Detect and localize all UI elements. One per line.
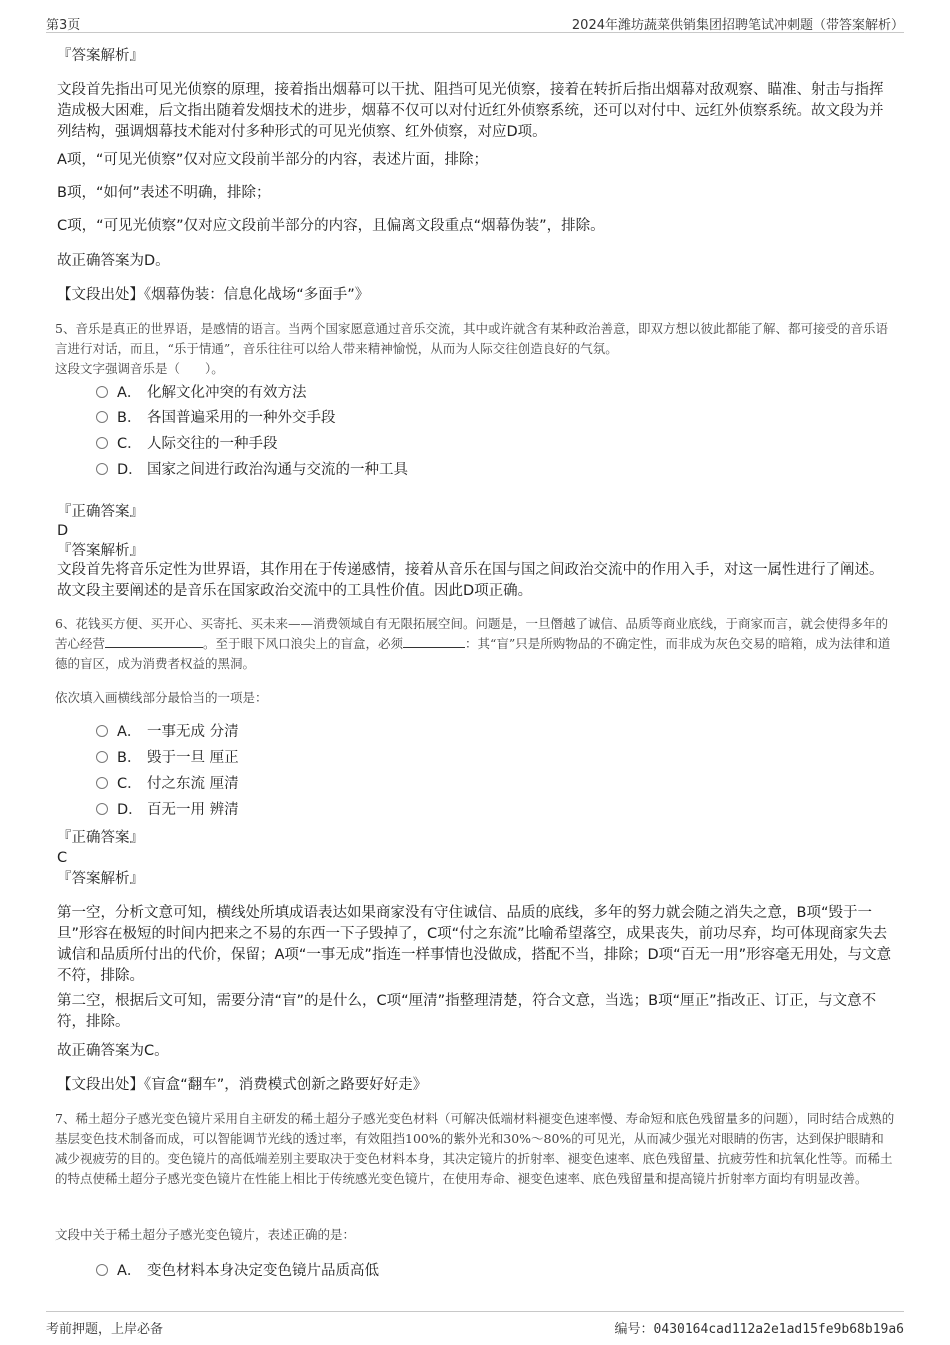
option-text: 人际交往的一种手段 — [147, 436, 278, 452]
option-letter: D． — [117, 802, 143, 818]
option-text: 化解文化冲突的有效方法 — [147, 385, 307, 401]
q6-analysis-label: 『答案解析』 — [57, 871, 144, 887]
option-letter: A． — [117, 385, 142, 401]
radio-button-icon[interactable] — [96, 725, 108, 737]
q6-option-c[interactable] — [96, 774, 239, 794]
q6-option-d[interactable] — [96, 800, 239, 820]
q6-correct-label: 『正确答案』 — [57, 830, 144, 846]
q4-analysis-option-a: A项，“可见光侦察”仅对应文段前半部分的内容，表述片面，排除； — [57, 152, 488, 168]
fill-blank-2 — [403, 635, 465, 648]
radio-button-icon[interactable] — [96, 1264, 108, 1276]
radio-button-icon[interactable] — [96, 411, 108, 423]
option-text: 付之东流 厘清 — [147, 776, 239, 792]
document-code: 编号：0430164cad112a2e1ad15fe9b68b19a6 — [614, 1322, 904, 1337]
radio-button-icon[interactable] — [96, 803, 108, 815]
page-number: 第3页 — [46, 18, 81, 33]
q5-option-a[interactable] — [96, 383, 307, 403]
q6-option-a[interactable] — [96, 722, 239, 742]
radio-button-icon[interactable] — [96, 777, 108, 789]
q6-stem: 6、花钱买方便、买开心、买寄托、买未来——消费领域自有无限拓展空间。问题是，一旦僭越了诚信、品质等商业底线，于商家而言，就会使得多年的苦心经营 。至于眼下风口浪尖上的盲盒，必须 ：其“盲”只是所购物品的不确定性，而非成为灰色交易的暗箱，成为法律和道德的盲区，成为消费者权益的黑洞。 — [55, 616, 891, 671]
option-letter: B． — [117, 410, 142, 426]
option-letter: C． — [117, 776, 142, 792]
radio-button-icon[interactable] — [96, 463, 108, 475]
q5-option-c[interactable] — [96, 434, 278, 454]
q6-source: 【文段出处】《盲盒“翻车”，消费模式创新之路要好好走》 — [57, 1077, 428, 1093]
q4-analysis-paragraph: 文段首先指出可见光侦察的原理，接着指出烟幕可以干扰、阻挡可见光侦察，接着在转折后指出烟幕对敌观察、瞄准、射击与指挥造成极大困难，后文指出随着发烟技术的进步，烟幕不仅可以对付近红外侦察系统，还可以对付中、远红外侦察系统。故文段为并列结构，强调烟幕技术能对付多种形式的可见光侦察、红外侦察，对应D项。 — [57, 82, 884, 140]
radio-button-icon[interactable] — [96, 386, 108, 398]
option-text: 各国普遍采用的一种外交手段 — [147, 410, 336, 426]
footer-slogan: 考前押题，上岸必备 — [46, 1322, 164, 1337]
q4-source: 【文段出处】《烟幕伪装：信息化战场“多面手”》 — [57, 287, 370, 303]
q5-correct-label: 『正确答案』 — [57, 504, 144, 520]
q6-option-b[interactable] — [96, 748, 239, 768]
q4-analysis-option-c: C项，“可见光侦察”仅对应文段前半部分的内容，且偏离文段重点“烟幕伪装”，排除。 — [57, 218, 605, 234]
q6-analysis-paragraph-1: 第一空，分析文意可知，横线处所填成语表达如果商家没有守住诚信、品质的底线，多年的努力就会随之消失之意，B项“毁于一旦”形容在极短的时间内把来之不易的东西一下子毁掉了，C项“付之东流”比喻希望落空，成果丧失，前功尽弃，均可体现商家失去诚信和品质所付出的代价，保留；A项“一事无成”指连一样事情也没做成，搭配不当，排除；D项“百无一用”形容毫无用处，与文意不符，排除。 — [57, 905, 892, 984]
option-text: 一事无成 分清 — [147, 724, 239, 740]
q4-analysis-label: 『答案解析』 — [57, 48, 144, 64]
page-header — [46, 12, 904, 33]
q5-stem: 5、音乐是真正的世界语，是感情的语言。当两个国家愿意通过音乐交流，其中或许就含有某种政治善意，即双方想以彼此都能了解、都可接受的音乐语言进行对话，而且，“乐于情通”，音乐往往可以给人带来精神愉悦，从而为人际交往创造良好的气氛。 — [55, 321, 888, 356]
q6-question: 依次填入画横线部分最恰当的一项是： — [55, 690, 268, 705]
q7-option-a[interactable] — [96, 1261, 379, 1281]
q7-stem: 7、稀土超分子感光变色镜片采用自主研发的稀土超分子感光变色材料（可解决低端材料褪变色速率慢、寿命短和底色残留量多的问题），同时结合成熟的基层变色技术制备而成，可以智能调节光线的透过率，有效阻挡100%的紫外光和30%～80%的可见光，从而减少强光对眼睛的伤害，达到保护眼睛和减少视疲劳的目的。变色镜片的高低端差别主要取决于变色材料本身，其决定镜片的折射率、褪变色速率、底色残留量、抗疲劳性和抗氧化性等。而稀土的特点使稀土超分子感光变色镜片在性能上相比于传统感光变色镜片，在使用寿命、褪变色速率、底色残留量和提高镜片折射率方面均有明显改善。 — [55, 1111, 895, 1186]
q5-question: 这段文字强调音乐是（ ）。 — [55, 361, 224, 376]
fill-blank-1 — [105, 635, 203, 648]
option-letter: A． — [117, 1263, 142, 1279]
q6-conclusion: 故正确答案为C。 — [57, 1043, 169, 1059]
option-letter: A． — [117, 724, 142, 740]
radio-button-icon[interactable] — [96, 437, 108, 449]
q7-question: 文段中关于稀土超分子感光变色镜片，表述正确的是： — [55, 1227, 356, 1242]
option-text: 百无一用 辨清 — [147, 802, 239, 818]
option-letter: C． — [117, 436, 142, 452]
q6-correct-answer: C — [57, 850, 68, 866]
q5-correct-answer: D — [57, 523, 69, 539]
q6-analysis-paragraph-2: 第二空，根据后文可知，需要分清“盲”的是什么，C项“厘清”指整理清楚，符合文意，当选；B项“厘正”指改正、订正，与文意不符，排除。 — [57, 993, 877, 1030]
option-text: 毁于一旦 厘正 — [147, 750, 239, 766]
q5-analysis-label: 『答案解析』 — [57, 543, 144, 559]
q5-analysis: 文段首先将音乐定性为世界语，其作用在于传递感情，接着从音乐在国与国之间政治交流中的作用入手，对这一属性进行了阐述。故文段主要阐述的是音乐在国家政治交流中的工具性价值。因此D项正确。 — [57, 562, 884, 599]
option-text: 变色材料本身决定变色镜片品质高低 — [147, 1263, 379, 1279]
radio-button-icon[interactable] — [96, 751, 108, 763]
q4-conclusion: 故正确答案为D。 — [57, 253, 170, 269]
option-letter: B． — [117, 750, 142, 766]
q4-analysis-option-b: B项，“如何”表述不明确，排除； — [57, 185, 271, 201]
document-title: 2024年潍坊蔬菜供销集团招聘笔试冲刺题（带答案解析） — [571, 18, 904, 33]
option-letter: D． — [117, 462, 143, 478]
page-footer — [46, 1311, 904, 1336]
q5-option-b[interactable] — [96, 408, 336, 428]
q5-option-d[interactable] — [96, 460, 408, 480]
option-text: 国家之间进行政治沟通与交流的一种工具 — [147, 462, 408, 478]
